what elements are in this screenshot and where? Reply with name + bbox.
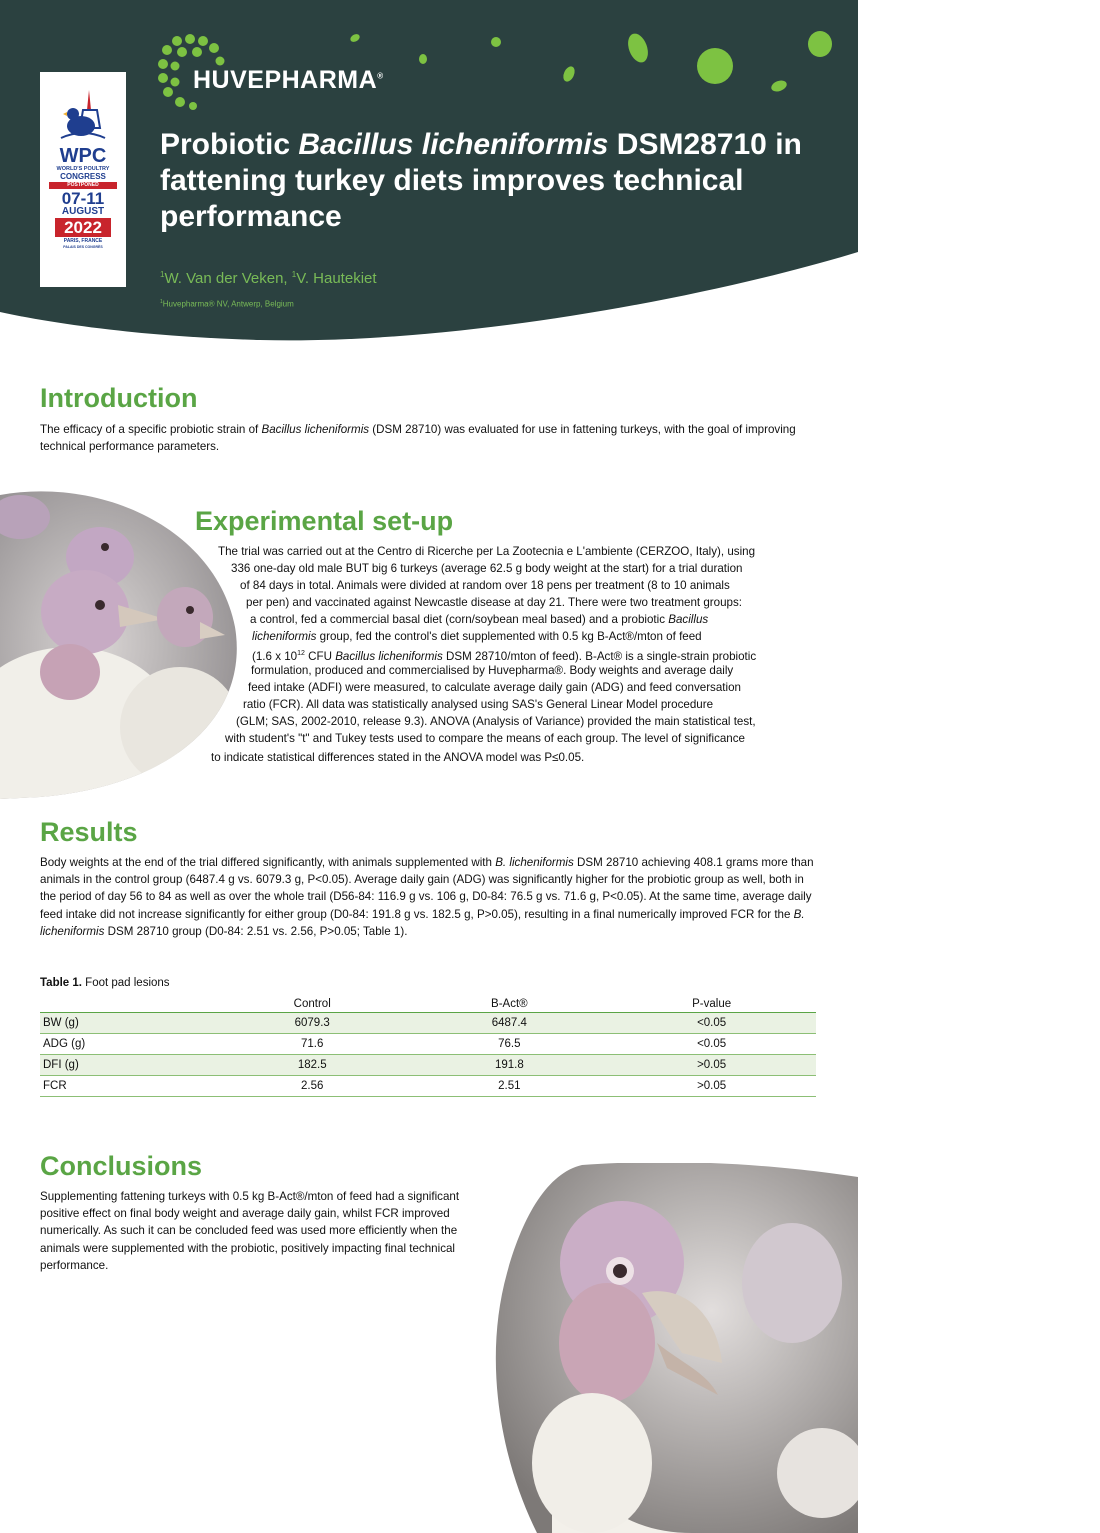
setup-heading: Experimental set-up xyxy=(195,506,454,536)
introduction-heading: Introduction xyxy=(40,383,198,413)
wpc-month: AUGUST xyxy=(61,206,105,217)
setup-line: licheniformis group, fed the control's diet supplemented with 0.5 kg B-Act®/mton of feed xyxy=(252,630,702,643)
table-cell: FCR xyxy=(40,1076,213,1097)
table-cell: <0.05 xyxy=(607,1013,816,1034)
table-header-row xyxy=(40,995,816,1013)
table-cell: ADG (g) xyxy=(40,1034,213,1055)
setup-line: per pen) and vaccinated against Newcastle disease at day 21. There were two treatment groups: xyxy=(246,596,743,609)
introduction-text: The efficacy of a specific probiotic strain of Bacillus licheniformis (DSM 28710) was evaluated for use in fattening turkeys, with the goal of improving technical performance parameters. xyxy=(40,423,796,454)
table-cell: BW (g) xyxy=(40,1013,213,1034)
conclusions-text: Supplementing fattening turkeys with 0.5 kg B-Act®/mton of feed had a significant positive effect on final body weight and average daily gain, whilst FCR improved numerically. As such it can be concluded feed was used more efficiently when the animals were supplemented with the probiotic, positively impacting final technical performance. xyxy=(40,1190,460,1272)
wpc-line1: WORLD'S POULTRY xyxy=(56,166,110,172)
results-text: Body weights at the end of the trial differed significantly, with animals supplemented with B. licheniformis DSM 28710 achieving 408.1 grams more than animals in the control group (6487.4 g vs. 6079.3 g, P<0.05). Average daily gain (ADG) was significantly higher for the probiotic group as well, both in the period of day 56 to 84 as well as over the whole trail (D56-84: 116.9 g vs. 106 g, D0-84: 76.5 g vs. 71.6 g, P<0.05). At the same time, average daily feed intake did not increase significantly for either group (D0-84: 191.8 g vs. 182.5 g, P>0.05), resulting in a final numerically improved FCR for the B. licheniformis DSM 28710 group (D0-84: 2.51 vs. 2.56, P>0.05; Table 1). xyxy=(40,856,814,938)
table-caption: Table 1. Foot pad lesions xyxy=(40,977,170,989)
table-row xyxy=(40,1055,816,1076)
table-header: Control xyxy=(213,995,411,1013)
wpc-city: PARIS, FRANCE xyxy=(63,238,103,244)
setup-line: with student's "t" and Tukey tests used to compare the means of each group. The level of significance xyxy=(225,732,746,745)
affiliation: $^1$Huvepharma® NV, Antwerp, Belgium xyxy=(160,299,294,309)
table-row xyxy=(40,1013,816,1034)
table-cell: 182.5 xyxy=(213,1055,411,1076)
setup-line: a control, fed a commercial basal diet (corn/soybean meal based) and a probiotic Bacillus xyxy=(250,613,709,626)
wpc-dates: 07-11 xyxy=(61,189,105,208)
brand-name: HUVEPHARMA® xyxy=(193,66,384,94)
table-cell: 191.8 xyxy=(411,1055,607,1076)
results-heading: Results xyxy=(40,817,138,847)
table-cell: 6487.4 xyxy=(411,1013,607,1034)
setup-line: (GLM; SAS, 2002-2010, release 9.3). ANOVA (Analysis of Variance) provided the main statistical test, xyxy=(236,715,756,728)
authors: $^1$W. Van der Veken, $^1$V. Hautekiet xyxy=(160,270,377,287)
table-header: P-value xyxy=(607,995,816,1013)
table-cell: 6079.3 xyxy=(213,1013,411,1034)
wpc-acronym: WPC xyxy=(59,145,107,167)
wpc-congress-badge xyxy=(40,72,126,287)
setup-line: formulation, produced and commercialised by Huvepharma®. Body weights and average daily xyxy=(251,664,734,677)
setup-line: The trial was carried out at the Centro di Ricerche per La Zootecnia e L'ambiente (CERZOO, Italy), using xyxy=(218,545,756,558)
wpc-line2: CONGRESS xyxy=(60,172,106,181)
table-cell: 76.5 xyxy=(411,1034,607,1055)
table-header xyxy=(40,995,213,1013)
setup-line: (1.6 x $10^{12}$ CFU Bacillus licheniformis DSM 28710/mton of feed). B-Act® is a single-strain probiotic xyxy=(252,649,757,663)
table-header: B-Act® xyxy=(411,995,607,1013)
setup-line: of 84 days in total. Animals were divided at random over 18 pens per treatment (8 to 10 animals xyxy=(240,579,730,592)
table-row xyxy=(40,1034,816,1055)
wpc-year: 2022 xyxy=(55,218,111,237)
table-cell: 71.6 xyxy=(213,1034,411,1055)
table-cell: 2.56 xyxy=(213,1076,411,1097)
table-cell: >0.05 xyxy=(607,1055,816,1076)
setup-line: feed intake (ADFI) were measured, to calculate average daily gain (ADG) and feed conversation xyxy=(248,681,741,694)
poster-title: Probiotic Bacillus licheniformis DSM28710 in fattening turkey diets improves technical performance xyxy=(160,128,802,233)
wpc-venue: PALAIS DES CONGRÈS xyxy=(63,245,103,249)
table-cell: >0.05 xyxy=(607,1076,816,1097)
table-cell: 2.51 xyxy=(411,1076,607,1097)
table-cell: <0.05 xyxy=(607,1034,816,1055)
wpc-status: POSTPONED xyxy=(49,182,117,189)
turkey-photo-conclusions xyxy=(492,1163,858,1533)
rooster-eiffel-icon xyxy=(53,88,113,146)
results-table xyxy=(40,995,816,1097)
table-cell: DFI (g) xyxy=(40,1055,213,1076)
table-row xyxy=(40,1076,816,1097)
setup-line: to indicate statistical differences stated in the ANOVA model was P≤0.05. xyxy=(211,751,585,764)
setup-line: 336 one-day old male BUT big 6 turkeys (average 62.5 g body weight at the start) for a trial duration xyxy=(231,562,743,575)
setup-line: ratio (FCR). All data was statistically analysed using SAS's General Linear Model procedure xyxy=(243,698,714,711)
conclusions-heading: Conclusions xyxy=(40,1151,203,1181)
